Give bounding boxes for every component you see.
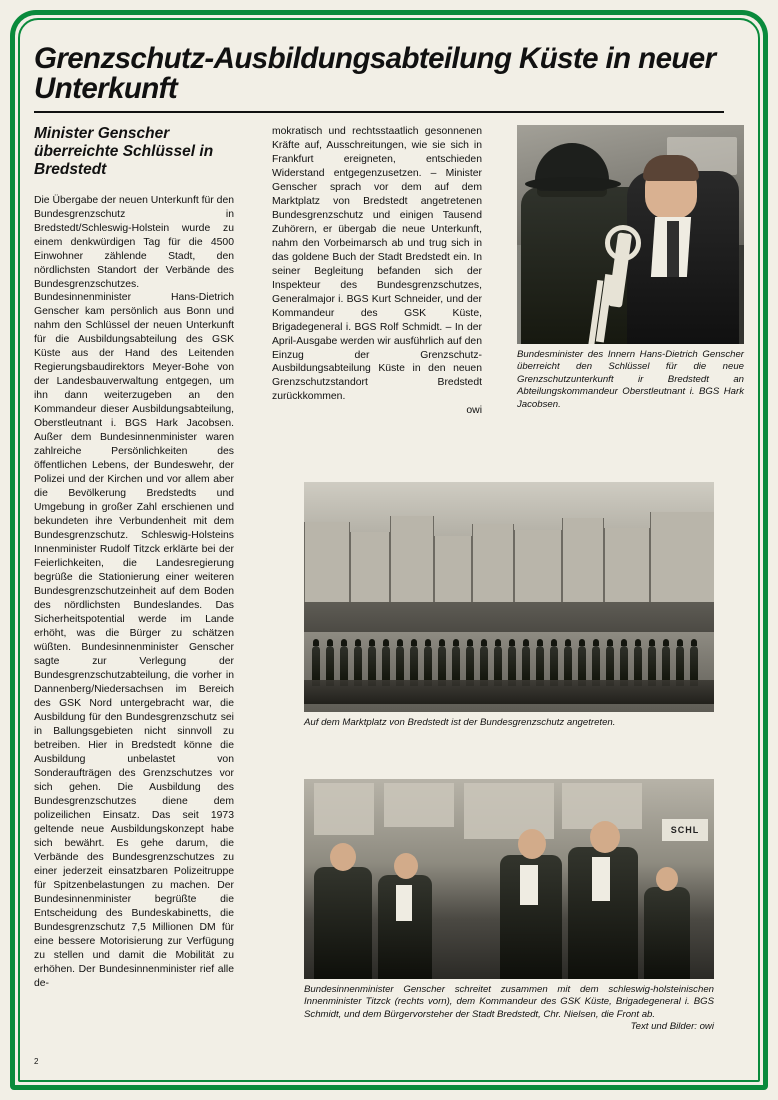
photo1-helmet-brim [525,177,621,191]
photo3-building [464,783,554,839]
page-number: 2 [34,1057,39,1066]
article-credit-col2: owi [466,405,482,417]
photo2-building [350,532,390,602]
column-middle [272,125,482,419]
photo3-figure [314,867,372,979]
photo3-shop-sign: SCHL [662,819,708,841]
photo2-building [434,536,472,602]
photo3-figure-head [330,843,356,871]
photo2-building [304,522,350,602]
photo1-minister-hair [643,155,699,181]
photo-block-2 [304,482,714,729]
photo-caption-1: Bundesminister des Innern Hans-Dietrich Genscher überreicht den Schlüssel für die neue Grenzschutzunterkunft ir Bredstedt an Abteilungskommandeur Oberstleutnant i. BGS Hark Jacobsen. [517,348,744,410]
photo3-figure-shirt [396,885,412,921]
photo2-crowd [304,680,714,704]
photo-caption-2: Auf dem Marktplatz von Bredstedt ist der Bundesgrenzschutz angetreten. [304,717,616,728]
photo3-building [314,783,374,835]
photo3-figure-shirt [520,865,538,905]
photo-block-1 [517,125,744,411]
photo3-figure-shirt [592,857,610,901]
photo-credit-3 [304,1021,714,1033]
photo2-building [514,530,562,602]
photo2-building [604,528,650,602]
photo-block-3 [304,779,714,1034]
photo3-figure-head [518,829,546,859]
photo-credit-text: Text und Bilder: owi [630,1021,714,1033]
photo2-building [562,518,604,602]
photo3-figure-head [590,821,620,853]
photo-market-square [304,482,714,712]
photo1-minister-tie [667,221,679,277]
photo2-building [650,512,714,602]
photo2-building [472,524,514,602]
column-left [34,125,234,991]
photo-front-inspection [304,779,714,979]
photo3-figure-head [394,853,418,879]
page-title: Grenzschutz-Ausbildungsabteilung Küste in neuer Unterkunft [34,42,716,106]
headline-divider [34,111,724,113]
article-body-col1: Die Übergabe der neuen Unterkunft für den Bundesgrenzschutz in Bredstedt/Schleswig-Holstein wurde zu einem denkwürdigen Tag für die 4500 Einwohner zählende Stadt, den nördlichsten Standort der Verbände des Bundesgrenzschutzes. Bundesinnenminister Hans-Dietrich Genscher kam persönlich aus Bonn und nahm den Schlüssel der neuen Unterkunft für die Ausbildungsabteilung des GSK Küste aus der Hand des Leitenden Regierungsbaudirektors Meyer-Bohe von der Landesbauverwaltung entgegen, um ihn dann weiterzugeben an den Kommandeur dieser Ausbildungsabteilung, Oberstleutnant i. BGS Hark Jacobsen. Außer dem Bundesinnenminister waren zahlreiche Persönlichkeiten des öffentlichen Lebens, der Bundeswehr, der Polizei und der Kirchen und vor allem aber die Bevölkerung Bredstedts und Umgebung in großer Zahl erschienen und bekundeten ihre Verbundenheit mit dem Bundesgrenzschutz. Schleswig-Holsteins Innenminister Rudolf Titzck erklärte bei der Feierlichkeiten, die Landesregierung begrüße die Stationierung einer weiteren Bundesgrenzschutzeinheit auf dem Boden des nördlichsten Bundeslandes. Das Sicherheitspotential werde im Lande erhöht, was die Bürger zu schätzen wüßten. Bundesinnenminister Genscher sagte zur Verlegung der Bundesgrenzschutzabteilung, die vorher in Dannenberg/Niedersachsen im Bereich des GSK Nord untergebracht war, die Ausbildung für den Bundesgrenzschutz sei in Ballungsgebieten nicht sinnvoll zu betreiben. Hier in Bredstedt könne die Ausbildung unbelastet von Sonderaufträgen des Grenzschutzes vor sich gehen. Die Ausbildung des Bundesgrenzschutzes diene dem polizeilichen Einsatz. Das seit 1973 geltende neue Ausbildungskonzept habe sich bewährt. Es gehe darum, die Verbände des Bundesgrenzschutzes zu einer jederzeit einsatzbaren Polizeitruppe für Spitzenbelastungen zu machen. Der Bundesinnenminister begrüßte die Entscheidung des Bundeskabinetts, die Bundesgrenzschutz 7,5 Millionen DM für eine bessere Motorisierung zur Verfügung zu stellen und damit die Mobilität zu erhöhen. Der Bundesinnenminister rief alle de- [34,194,234,989]
page-content [34,44,744,1074]
photo-key-handover [517,125,744,344]
article-body-col2: mokratisch und rechtsstaatlich gesonnenen Kräfte auf, Ausschreitungen, wie sie sich in Frankfurt ereigneten, entschieden Widerstand entgegenzusetzen. – Minister Genscher sprach vor dem auf dem Marktplatz von Bredstedt angetretenen Bundesgrenzschutz und einigen Tausend Zuhörern, er übergab die neue Unterkunft, nahm den Vorbeimarsch ab und trug sich in das goldene Buch der Stadt Bredstedt ein. In seiner Begleitung befanden sich der Inspekteur des Bundesgrenzschutzes, Generalmajor i. BGS Kurt Schneider, und der Kommandeur des GSK Küste, Brigadegeneral i. BGS Rolf Schmidt. – In der April-Ausgabe werden wir ausführlich auf den Einzug der Grenzschutz-Ausbildungsabteilung Küste in den neuen Grenzschutzstandort Bredstedt zurückkommen. [272,125,482,403]
photo3-figure [644,887,690,979]
article-subtitle: Minister Genscher überreichte Schlüssel in Bredstedt [34,124,214,179]
photo3-figure-head [656,867,678,891]
column-right-photos [517,125,744,411]
photo2-building [390,516,434,602]
photo-caption-3: Bundesinnenminister Genscher schreitet zusammen mit dem schleswig-holsteinischen Innenminister Titzck (rechts vorn), dem Kommandeur des GSK Küste, Brigadegeneral i. BGS Schmidt, und dem Bürgervorsteher der Stadt Bredstedt, Chr. Nielsen, die Front ab. [304,984,714,1020]
photo3-building [384,783,454,827]
